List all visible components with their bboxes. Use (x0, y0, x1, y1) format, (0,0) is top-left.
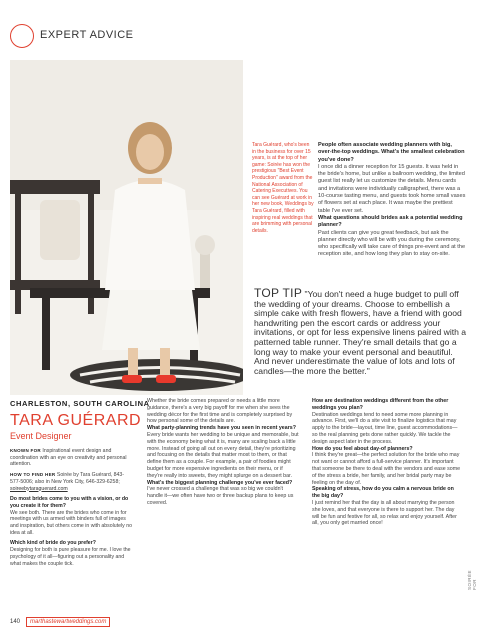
top-tip-text: "You don't need a huge budget to pull off the wedding of your dreams. Choose to embellish a simple cake with fresh flowers, have a friend with good handwriting pen the escort cards or address your invitations, or opt for less expensive linens paired with a patterned table runner. They're small details that go a long way to make your event personal and beautiful. And never underestimate the value of lots and lots of candles—the more the better." (254, 289, 467, 376)
answer: I just remind her that the day is all about marrying the person she loves, and that everyone is there to support her. The day will be fun and festive for all, so relax and enjoy yourself. After all, you only get married once! (312, 499, 457, 527)
answer: We see both. There are the brides who come in for meetings with us armed with binders full of images and inspiration, but others come in with absolutely no idea at all. (10, 509, 132, 536)
question: What's the biggest planning challenge you've ever faced? (147, 479, 293, 486)
answer: Destination weddings tend to need some more planning in advance. First, we'll do a site visit to finalize logistics that may apply to the bride—layout, time line, guest accommodations—so the real planning gets done rather quickly. We tackle the design aspect later in the process. (312, 411, 458, 445)
find-her-label: HOW TO FIND HER (10, 472, 56, 478)
top-tip (254, 286, 468, 376)
question: How are destination weddings different from the other weddings you plan? (312, 398, 449, 411)
question: How do you feel about day-of planners? (312, 445, 413, 452)
answer: I've never crossed a challenge that was so big we couldn't handle it—we often have two or three backup plans to keep us covered. (147, 486, 294, 506)
question: Which kind of bride do you prefer? (10, 540, 96, 547)
interview-right-column (312, 398, 462, 527)
profile-column (10, 448, 132, 571)
known-for-label: KNOWN FOR (10, 448, 41, 453)
find-her-text: Soirée by Tara Guérard, 843-577-5006; also in New York City, 646-329-6258; (10, 472, 124, 485)
portrait-illustration (10, 60, 243, 395)
question: People often associate wedding planners with big, over-the-top weddings. What's the smallest celebration you've done? (318, 142, 465, 163)
location-heading: CHARLESTON, SOUTH CAROLINA (10, 399, 150, 408)
section-title: EXPERT ADVICE (40, 29, 134, 41)
portrait-photo (10, 60, 243, 395)
top-tip-label: TOP TIP (254, 286, 303, 300)
footer-url[interactable]: marthastewartweddings.com (26, 617, 110, 627)
side-credit: SOIRÉE FOR (467, 569, 477, 590)
planner-name: TARA GUÉRARD (10, 412, 142, 429)
answer: I once did a dinner reception for 15 guests. It was held in the bride's home, but unlike a ballroom wedding, the limited guest list really let us customize the details. Menu cards and invitations were individually calligraphed, there was a 10-course tasting menu, and guests took home small vases of flowers set at each place. It was maybe the prettiest table I've ever set. (318, 163, 466, 214)
website-link[interactable]: soireebytaraguerard.com (10, 485, 68, 492)
answer: Every bride wants her wedding to be unique and memorable, but with the economy being what it is, many are scaling back a little more. Instead of going all out on every detail, they're prioritizing and focusing on the details that matter most to them, or that define them as a couple. For example, a pair of foodies might budget for more expensive ingredients on their menu, or if they're really into sweets, they might splurge on a dessert bar. (147, 431, 299, 479)
answer: Past clients can give you great feedback, but ask the planner directly who will be with you during the ceremony, who specifically will take care of things pre-event and at the reception site, and how long they plan to stay on-site. (318, 229, 466, 258)
answer: I think they're great—the perfect solution for the bride who may not want or cannot afford a full-service planner. It's important that someone be there to deal with the vendors and ease some of the stress a bride, her family, and her bridal party may be feeling on the day of. (312, 452, 461, 486)
answer: Whether the bride comes prepared or needs a little more guidance, there's a very big payoff for me when she sees the wedding décor for the first time and is completely surprised by how personal some of the details are. (147, 398, 293, 425)
answer: Designing for both is pure pleasure for me. I love the psychology of it all—figuring out a personality and what makes the couple tick. (10, 547, 131, 567)
known-for-text: Inspirational event design and coordination with an eye on creativity and personal attention. (10, 448, 127, 468)
question: Do most brides come to you with a vision, or do you create it for them? (10, 496, 129, 509)
question: Speaking of stress, how do you calm a nervous bride on the big day? (312, 486, 454, 500)
interview-middle-column (147, 398, 299, 507)
page-number: 140 (10, 619, 21, 625)
interview-top-column (318, 142, 466, 259)
question: What questions should brides ask a potential wedding planner? (318, 214, 463, 229)
photo-caption: Tara Guérard, who's been in the business for over 15 years, is at the top of her game: Soirée has won the prestigious "Best Event Production" award from the National Association of Catering Executives. You can see Guérard at work in her new book, Weddings by Tara Guérard, filled with inspiring real weddings that are brimming with personal details. (252, 142, 314, 234)
section-marker-circle (10, 24, 34, 48)
question: What party-planning trends have you seen in recent years? (147, 425, 296, 432)
planner-role: Event Designer (10, 431, 72, 441)
